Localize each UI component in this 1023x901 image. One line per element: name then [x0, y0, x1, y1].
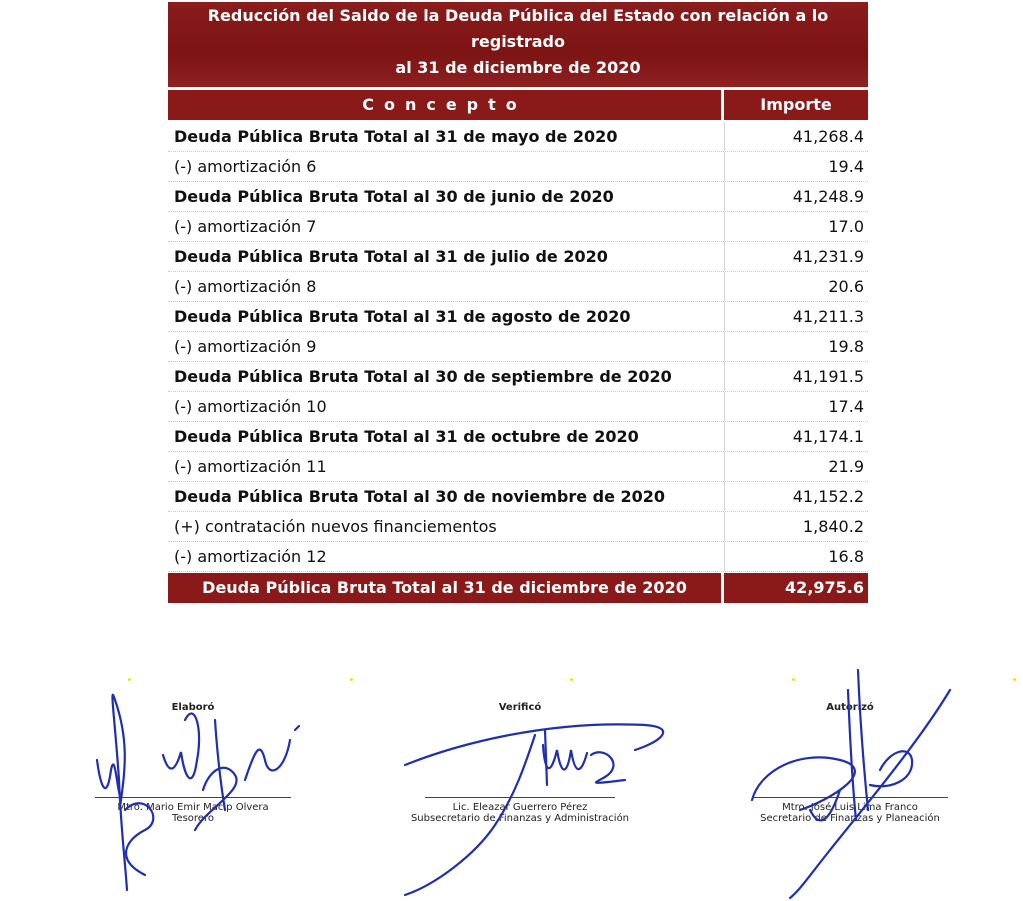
signature-role: Autorizó	[826, 702, 874, 713]
row-concept: Deuda Pública Bruta Total al 31 de octubre de 2020	[174, 427, 639, 446]
table-row	[168, 242, 868, 272]
table-row	[168, 302, 868, 332]
row-value: 20.6	[724, 272, 868, 301]
row-concept: (-) amortización 12	[174, 547, 327, 566]
row-concept: Deuda Pública Bruta Total al 30 de noviembre de 2020	[174, 487, 666, 506]
table-body	[168, 122, 868, 572]
row-concept: Deuda Pública Bruta Total al 30 de septiembre de 2020	[174, 367, 672, 386]
row-value: 41,152.2	[724, 482, 868, 511]
row-concept: (-) amortización 8	[174, 277, 317, 296]
signature-line	[95, 797, 291, 798]
scan-dot	[128, 678, 131, 681]
signature-block-elaboro	[93, 702, 293, 824]
table-row	[168, 332, 868, 362]
row-value: 17.0	[724, 212, 868, 241]
signer-title: Tesorero	[172, 813, 214, 824]
row-concept: Deuda Pública Bruta Total al 31 de julio de 2020	[174, 247, 608, 266]
column-header-concepto: Concepto	[168, 90, 721, 120]
signer-title: Secretario de Finanzas y Planeación	[760, 813, 940, 824]
table-row	[168, 482, 868, 512]
signer-name: Mtro. Mario Emir Macip Olvera	[117, 802, 269, 813]
table-title	[168, 2, 868, 87]
scan-dot	[570, 678, 573, 681]
row-concept: (-) amortización 9	[174, 337, 317, 356]
table-row	[168, 122, 868, 152]
row-value: 41,268.4	[724, 122, 868, 151]
table-row	[168, 422, 868, 452]
total-value: 42,975.6	[724, 573, 868, 603]
table-row	[168, 152, 868, 182]
table-row	[168, 542, 868, 572]
signature-line	[752, 797, 948, 798]
signature-block-autorizo	[745, 702, 955, 824]
debt-table	[168, 2, 868, 603]
signer-name: Lic. Eleazar Guerrero Pérez	[452, 802, 588, 813]
table-row	[168, 182, 868, 212]
table-row	[168, 392, 868, 422]
row-value: 19.4	[724, 152, 868, 181]
signature-role: Elaboró	[171, 702, 215, 713]
scan-dot	[350, 678, 353, 681]
table-header-row	[168, 90, 868, 120]
table-row	[168, 512, 868, 542]
row-concept: (+) contratación nuevos financiementos	[174, 517, 497, 536]
total-row	[168, 573, 868, 603]
total-concept: Deuda Pública Bruta Total al 31 de diciembre de 2020	[168, 573, 721, 603]
row-concept: Deuda Pública Bruta Total al 30 de junio de 2020	[174, 187, 614, 206]
row-value: 21.9	[724, 452, 868, 481]
scan-dot	[792, 678, 795, 681]
signature-role: Verificó	[498, 702, 542, 713]
table-row	[168, 452, 868, 482]
row-concept: (-) amortización 10	[174, 397, 327, 416]
signature-block-verifico	[410, 702, 630, 824]
signer-name: Mtro. José Luis Lima Franco	[782, 802, 918, 813]
signer-title: Subsecretario de Finanzas y Administración	[410, 813, 630, 824]
row-value: 41,174.1	[724, 422, 868, 451]
row-value: 41,248.9	[724, 182, 868, 211]
table-row	[168, 212, 868, 242]
row-value: 16.8	[724, 542, 868, 571]
scan-dot	[1013, 678, 1016, 681]
table-row	[168, 272, 868, 302]
row-value: 19.8	[724, 332, 868, 361]
row-concept: (-) amortización 7	[174, 217, 317, 236]
table-row	[168, 362, 868, 392]
row-value: 41,191.5	[724, 362, 868, 391]
row-value: 17.4	[724, 392, 868, 421]
row-concept: (-) amortización 11	[174, 457, 327, 476]
row-value: 1,840.2	[724, 512, 868, 541]
column-header-importe: Importe	[724, 90, 868, 120]
row-value: 41,231.9	[724, 242, 868, 271]
title-line-2: al 31 de diciembre de 2020	[395, 58, 641, 77]
row-concept: Deuda Pública Bruta Total al 31 de mayo de 2020	[174, 127, 618, 146]
row-concept: (-) amortización 6	[174, 157, 317, 176]
row-value: 41,211.3	[724, 302, 868, 331]
signature-line	[425, 797, 615, 798]
row-concept: Deuda Pública Bruta Total al 31 de agosto de 2020	[174, 307, 631, 326]
title-line-1: Reducción del Saldo de la Deuda Pública del Estado con relación a lo registrado	[207, 6, 829, 51]
